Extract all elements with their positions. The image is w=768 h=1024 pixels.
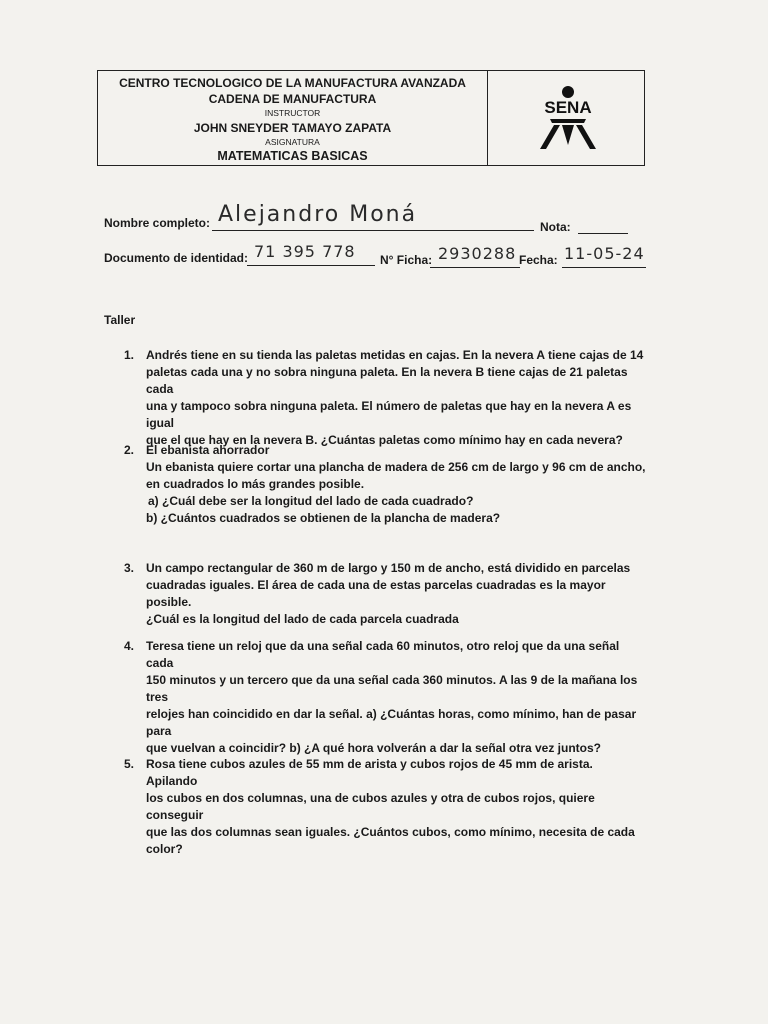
id-label: Documento de identidad: — [104, 251, 248, 265]
question-line: paletas cada una y no sobra ninguna paleta. En la nevera B tiene cajas de 21 paletas cada — [146, 365, 628, 396]
question-line: que vuelvan a coincidir? b) ¿A qué hora volverán a dar la señal otra vez juntos? — [146, 741, 602, 755]
ficha-underline — [430, 267, 520, 268]
institution-name: CENTRO TECNOLOGICO DE LA MANUFACTURA AVANZADA — [119, 76, 466, 90]
logo-cell — [490, 71, 644, 165]
question-line: que el que hay en la nevera B. ¿Cuántas paletas como mínimo hay en cada nevera? — [146, 433, 623, 447]
question-number: 2. — [124, 443, 135, 457]
question-number: 1. — [124, 348, 135, 362]
ficha-handwritten: 2930288 — [438, 244, 517, 263]
question-line: Un campo rectangular de 360 m de largo y 150 m de ancho, está dividido en parcelas — [146, 561, 631, 575]
question-line: Rosa tiene cubos azules de 55 mm de arista y cubos rojos de 45 mm de arista. Apilando — [146, 757, 593, 788]
question-number: 4. — [124, 639, 135, 653]
date-underline — [562, 267, 646, 268]
question-subtitle: El ebanista ahorrador — [146, 443, 270, 457]
question-text — [146, 638, 646, 757]
department-name: CADENA DE MANUFACTURA — [208, 92, 377, 106]
question-line: Teresa tiene un reloj que da una señal cada 60 minutos, otro reloj que da una señal cada — [146, 639, 620, 670]
subject-name: MATEMATICAS BASICAS — [217, 149, 368, 163]
id-handwritten: 71 395 778 — [254, 242, 356, 261]
question-line: b) ¿Cuántos cuadrados se obtienen de la plancha de madera? — [146, 511, 501, 525]
question-line: los cubos en dos columnas, una de cubos azules y otra de cubos rojos, quiere conseguir — [146, 791, 595, 822]
question-line: relojes han coincidido en dar la señal. a) ¿Cuántas horas, como mínimo, han de pasar para — [146, 707, 637, 738]
question-line: 150 minutos y un tercero que da una señal cada 360 minutos. A las 9 de la mañana los tres — [146, 673, 638, 704]
instructor-name: JOHN SNEYDER TAMAYO ZAPATA — [193, 120, 392, 135]
id-underline — [247, 265, 375, 266]
name-label: Nombre completo: — [104, 216, 211, 230]
question-line: Un ebanista quiere cortar una plancha de madera de 256 cm de largo y 96 cm de ancho, — [146, 460, 646, 474]
question-line: a) ¿Cuál debe ser la longitud del lado de cada cuadrado? — [148, 494, 474, 508]
section-title: Taller — [104, 313, 136, 327]
question-text — [146, 560, 646, 628]
grade-label: Nota: — [540, 220, 571, 234]
subject-label: ASIGNATURA — [265, 136, 320, 147]
question-text — [146, 756, 646, 858]
question-line: ¿Cuál es la longitud del lado de cada parcela cuadrada — [146, 612, 459, 626]
question-line: que las dos columnas sean iguales. ¿Cuántos cubos, como mínimo, necesita de cada color? — [146, 825, 635, 856]
question-text — [146, 442, 646, 527]
name-handwritten: Alejandro Moná — [218, 202, 418, 227]
header-text-cell — [98, 71, 488, 165]
instructor-label: INSTRUCTOR — [264, 108, 321, 118]
question-text — [146, 347, 646, 449]
ficha-label: N° Ficha: — [380, 253, 433, 267]
date-handwritten: 11-05-24 — [564, 244, 645, 263]
logo-text: SENA — [544, 98, 592, 117]
question-line: una y tampoco sobra ninguna paleta. El número de paletas que hay en la nevera A es igual — [146, 399, 632, 430]
question-number: 5. — [124, 757, 135, 771]
sena-logo — [530, 85, 606, 151]
question-number: 3. — [124, 561, 135, 575]
grade-underline — [578, 233, 628, 234]
header-box — [97, 70, 645, 166]
question-line: en cuadrados lo más grandes posible. — [146, 477, 365, 491]
date-label: Fecha: — [519, 253, 558, 267]
name-underline — [212, 230, 534, 231]
question-line: Andrés tiene en su tienda las paletas metidas en cajas. En la nevera A tiene cajas de 14 — [146, 348, 644, 362]
question-line: cuadradas iguales. El área de cada una de estas parcelas cuadradas es la mayor posible. — [146, 578, 606, 609]
